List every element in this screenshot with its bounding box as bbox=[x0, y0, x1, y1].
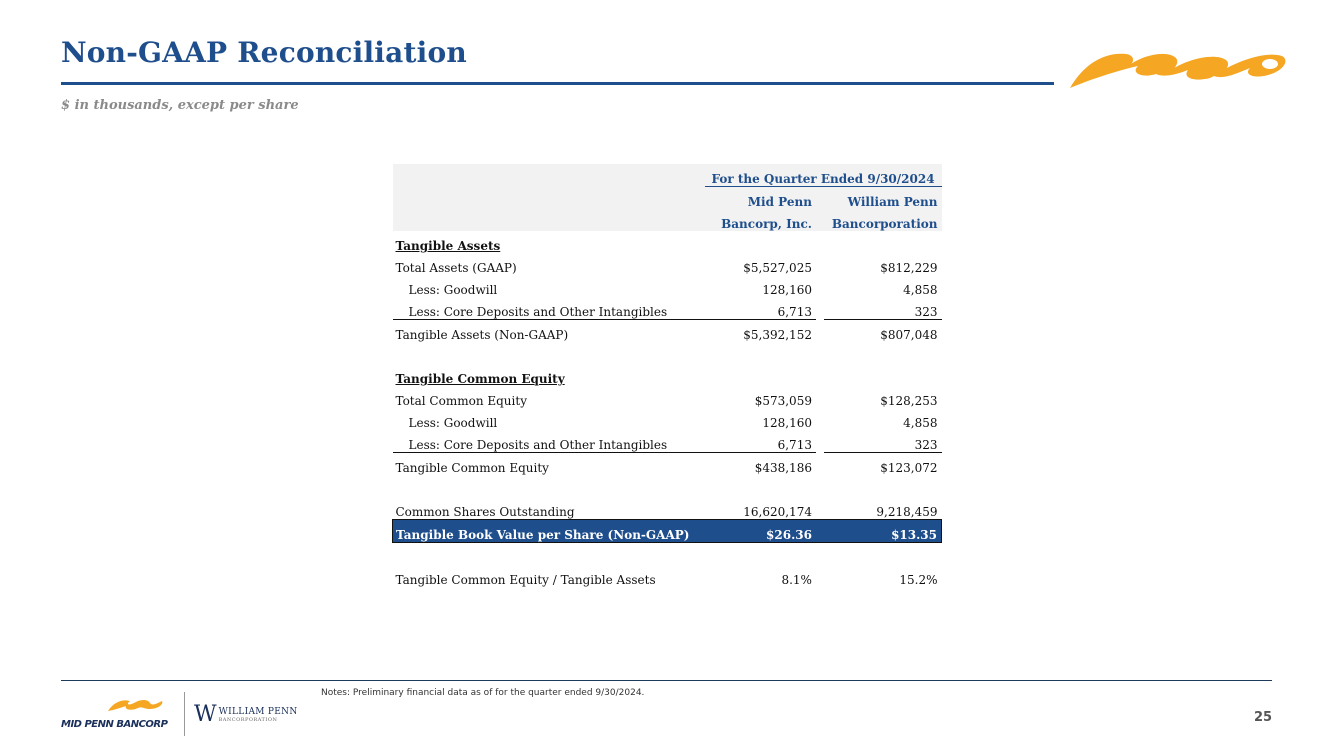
row-label: Total Common Equity bbox=[395, 394, 527, 408]
cell-mid-penn: $573,059 bbox=[754, 394, 812, 408]
cell-mid-penn: $5,527,025 bbox=[743, 261, 812, 275]
mid-penn-logo bbox=[61, 698, 167, 731]
table-row bbox=[393, 275, 942, 297]
mid-penn-swoosh-logo bbox=[1064, 44, 1288, 92]
mid-penn-logo-text: MID PENN BANCORP bbox=[61, 719, 168, 730]
row-label: Tangible Common Equity / Tangible Assets bbox=[395, 573, 656, 587]
table-row bbox=[393, 408, 942, 430]
header-row-col-line2 bbox=[393, 209, 942, 231]
row-label: Tangible Assets (Non-GAAP) bbox=[395, 328, 569, 342]
cell-mid-penn: $438,186 bbox=[754, 461, 812, 475]
william-penn-name: WILLIAM PENN bbox=[218, 706, 298, 717]
cell-william-penn: $123,072 bbox=[880, 461, 938, 475]
spacer-row bbox=[393, 543, 942, 566]
page-number: 25 bbox=[1254, 710, 1273, 725]
highlight-row-tbv bbox=[393, 520, 942, 543]
spacer-row bbox=[393, 342, 942, 364]
col1-header-line2: Bancorp, Inc. bbox=[705, 209, 816, 231]
section-row bbox=[393, 231, 942, 253]
col1-header-line1: Mid Penn bbox=[705, 187, 816, 210]
cell-william-penn: 323 bbox=[824, 297, 942, 320]
william-penn-w-icon: W bbox=[194, 702, 217, 727]
cell-mid-penn: 128,160 bbox=[762, 416, 812, 430]
table-row bbox=[393, 430, 942, 453]
section-title-tangible-equity: Tangible Common Equity bbox=[395, 372, 565, 386]
footer-rule bbox=[61, 680, 1272, 681]
table-row bbox=[393, 565, 942, 587]
table-row bbox=[393, 386, 942, 408]
cell-william-penn: $13.35 bbox=[824, 520, 942, 543]
cell-mid-penn: 8.1% bbox=[781, 573, 812, 587]
spacer-row bbox=[393, 475, 942, 497]
table-row bbox=[393, 297, 942, 320]
cell-mid-penn: 6,713 bbox=[705, 297, 816, 320]
cell-william-penn: $128,253 bbox=[880, 394, 938, 408]
col2-header-line1: William Penn bbox=[824, 187, 942, 210]
cell-mid-penn: 6,713 bbox=[705, 430, 816, 453]
cell-mid-penn: 16,620,174 bbox=[743, 505, 812, 519]
cell-william-penn: 15.2% bbox=[899, 573, 938, 587]
william-penn-logo bbox=[194, 702, 298, 727]
section-row bbox=[393, 364, 942, 386]
table-row bbox=[393, 253, 942, 275]
row-label: Tangible Book Value per Share (Non-GAAP) bbox=[393, 520, 705, 543]
cell-mid-penn: 128,160 bbox=[762, 283, 812, 297]
cell-mid-penn: $26.36 bbox=[705, 520, 816, 543]
cell-william-penn: 9,218,459 bbox=[876, 505, 938, 519]
row-label: Total Assets (GAAP) bbox=[395, 261, 517, 275]
table-row bbox=[393, 320, 942, 343]
row-label: Less: Core Deposits and Other Intangibles bbox=[393, 430, 705, 453]
cell-william-penn: 4,858 bbox=[903, 283, 938, 297]
row-label: Common Shares Outstanding bbox=[395, 505, 575, 519]
title-rule bbox=[61, 82, 1054, 85]
header-row-col-line1 bbox=[393, 187, 942, 210]
header-row-period bbox=[393, 164, 942, 187]
row-label: Less: Goodwill bbox=[408, 416, 498, 430]
logo-divider bbox=[184, 692, 185, 736]
cell-william-penn: $807,048 bbox=[880, 328, 938, 342]
row-label: Less: Goodwill bbox=[408, 283, 498, 297]
mid-penn-mark-icon bbox=[106, 698, 166, 712]
william-penn-sub: BANCORPORATION bbox=[218, 716, 278, 723]
table-row bbox=[393, 453, 942, 476]
cell-mid-penn: $5,392,152 bbox=[743, 328, 812, 342]
cell-william-penn: 4,858 bbox=[903, 416, 938, 430]
section-title-tangible-assets: Tangible Assets bbox=[395, 239, 501, 253]
cell-william-penn: $812,229 bbox=[880, 261, 938, 275]
page-subtitle: $ in thousands, except per share bbox=[61, 98, 299, 113]
cell-william-penn: 323 bbox=[824, 430, 942, 453]
row-label: Less: Core Deposits and Other Intangibles bbox=[393, 297, 705, 320]
page-title: Non-GAAP Reconciliation bbox=[61, 36, 467, 69]
table-row bbox=[393, 497, 942, 520]
footnote: Notes: Preliminary financial data as of for the quarter ended 9/30/2024. bbox=[321, 688, 645, 698]
col2-header-line2: Bancorporation bbox=[824, 209, 942, 231]
reconciliation-table bbox=[392, 164, 942, 587]
row-label: Tangible Common Equity bbox=[395, 461, 549, 475]
period-header: For the Quarter Ended 9/30/2024 bbox=[705, 164, 942, 187]
